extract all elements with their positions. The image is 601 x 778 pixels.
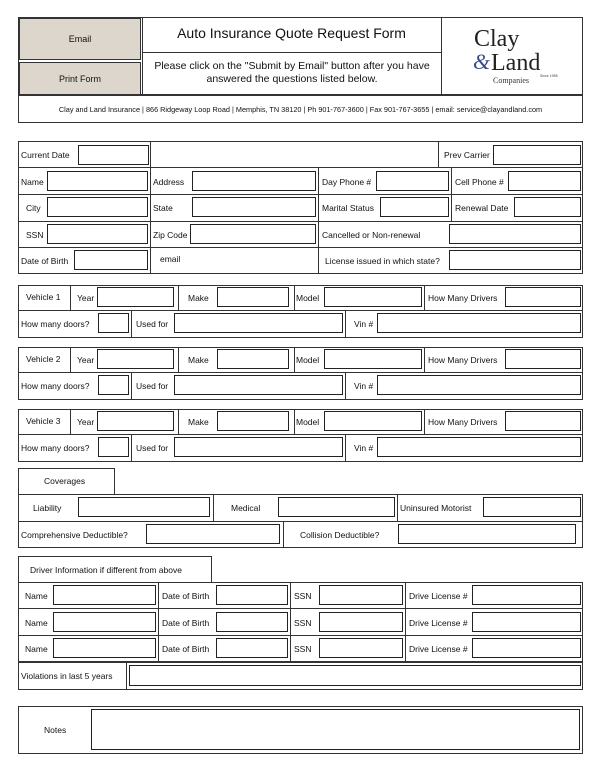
how-many-doors-label: How many doors?: [21, 319, 90, 329]
license-state-input[interactable]: [449, 250, 581, 270]
driver-2-dob-input[interactable]: [216, 612, 288, 632]
cell-phone-label: Cell Phone #: [455, 177, 504, 187]
form-instructions: Please click on the "Submit by Email" button after you have answered the questions listed below.: [154, 60, 430, 85]
logo-land: Land: [491, 50, 541, 76]
driver-license-label: Drive License #: [409, 644, 468, 654]
collision-deductible-label: Collision Deductible?: [300, 530, 380, 540]
used-for-label: Used for: [136, 319, 169, 329]
driver-3-dob-input[interactable]: [216, 638, 288, 658]
logo-clay: Clay: [474, 26, 520, 52]
vehicle-col-rule: [424, 409, 425, 434]
address-input[interactable]: [192, 171, 316, 191]
date-of-birth-label: Date of Birth: [21, 256, 69, 266]
vehicle-3-label: Vehicle 3: [26, 416, 61, 426]
applicant-row-rule: [18, 221, 583, 222]
city-input[interactable]: [47, 197, 148, 217]
renewal-date-label: Renewal Date: [455, 203, 509, 213]
vehicle-col-rule: [178, 285, 179, 310]
vehicle-row-rule: [18, 372, 583, 373]
vin-label: Vin #: [354, 443, 374, 453]
current-date-label: Current Date: [21, 150, 70, 160]
vehicle-row-rule: [18, 434, 583, 435]
driver-2-ssn-input[interactable]: [319, 612, 403, 632]
vehicle-col-rule: [424, 285, 425, 310]
marital-status-label: Marital Status: [322, 203, 374, 213]
make-label: Make: [188, 293, 209, 303]
uninsured-motorist-input[interactable]: [483, 497, 581, 517]
medical-input[interactable]: [278, 497, 395, 517]
applicant-row-rule: [18, 247, 583, 248]
model-label: Model: [296, 417, 320, 427]
violations-label: Violations in last 5 years: [21, 671, 113, 681]
vehicle-row-rule: [18, 310, 583, 311]
violations-col-rule: [126, 662, 127, 690]
state-input[interactable]: [192, 197, 316, 217]
vehicle-1-drivers-input[interactable]: [505, 287, 581, 307]
applicant-col-rule: [150, 167, 151, 274]
cell-phone-input[interactable]: [508, 171, 581, 191]
vehicle-2-model-input[interactable]: [324, 349, 422, 369]
how-many-drivers-label: How Many Drivers: [428, 293, 498, 303]
medical-label: Medical: [231, 503, 261, 513]
driver-row-rule: [18, 608, 583, 609]
make-label: Make: [188, 417, 209, 427]
cancelled-label: Cancelled or Non-renewal: [322, 230, 421, 240]
vin-label: Vin #: [354, 319, 374, 329]
vehicle-col-rule: [345, 310, 346, 338]
cancelled-input[interactable]: [449, 224, 581, 244]
coverages-col-rule: [397, 494, 398, 521]
logo-companies: Companies: [493, 76, 529, 85]
vehicle-3-used-for-input[interactable]: [174, 437, 343, 457]
zip-code-label: Zip Code: [153, 230, 188, 240]
vehicle-1-doors-input[interactable]: [98, 313, 129, 333]
driver-col-rule: [405, 582, 406, 662]
applicant-row-rule: [18, 194, 583, 195]
uninsured-motorist-label: Uninsured Motorist: [400, 503, 472, 513]
ssn-input[interactable]: [47, 224, 148, 244]
email-button[interactable]: Email: [19, 18, 141, 60]
vehicle-1-label: Vehicle 1: [26, 292, 61, 302]
vehicle-col-rule: [70, 285, 71, 310]
vehicle-3-model-input[interactable]: [324, 411, 422, 431]
city-label: City: [26, 203, 41, 213]
print-form-button[interactable]: Print Form: [19, 62, 141, 95]
vehicle-col-rule: [131, 434, 132, 462]
driver-ssn-label: SSN: [294, 644, 312, 654]
notes-label: Notes: [44, 725, 67, 735]
used-for-label: Used for: [136, 443, 169, 453]
vin-label: Vin #: [354, 381, 374, 391]
vehicle-3-doors-input[interactable]: [98, 437, 129, 457]
comprehensive-deductible-label: Comprehensive Deductible?: [21, 530, 128, 540]
address-label: Address: [153, 177, 185, 187]
liability-input[interactable]: [78, 497, 210, 517]
driver-1-license-input[interactable]: [472, 585, 581, 605]
vehicle-2-vin-input[interactable]: [377, 375, 581, 395]
driver-3-name-input[interactable]: [53, 638, 156, 658]
vehicle-2-label: Vehicle 2: [26, 354, 61, 364]
prev-carrier-input[interactable]: [493, 145, 581, 165]
vehicle-col-rule: [131, 310, 132, 338]
driver-name-label: Name: [25, 591, 48, 601]
vehicle-2-doors-input[interactable]: [98, 375, 129, 395]
vehicle-1-year-input[interactable]: [97, 287, 174, 307]
ssn-label: SSN: [26, 230, 44, 240]
vehicle-col-rule: [178, 347, 179, 372]
notes-input[interactable]: [91, 709, 580, 750]
vehicle-col-rule: [345, 372, 346, 400]
year-label: Year: [77, 417, 95, 427]
driver-1-name-input[interactable]: [53, 585, 156, 605]
logo-ampersand: &: [473, 49, 491, 74]
state-label: State: [153, 203, 173, 213]
vehicle-1-model-input[interactable]: [324, 287, 422, 307]
applicant-col-rule: [451, 167, 452, 221]
name-label: Name: [21, 177, 44, 187]
vehicle-1-used-for-input[interactable]: [174, 313, 343, 333]
vehicle-3-drivers-input[interactable]: [505, 411, 581, 431]
contact-info: Clay and Land Insurance | 866 Ridgeway Loop Road | Memphis, TN 38120 | Ph 901-767-3600 | Fax 901-767-3655 | email: service@clayandland.com: [58, 105, 543, 114]
license-state-label: License issued in which state?: [325, 256, 440, 266]
year-label: Year: [77, 293, 95, 303]
vehicle-col-rule: [178, 409, 179, 434]
driver-row-rule: [18, 635, 583, 636]
coverages-title: Coverages: [44, 476, 86, 486]
vehicle-3-vin-input[interactable]: [377, 437, 581, 457]
driver-license-label: Drive License #: [409, 618, 468, 628]
logo-since: Since 1958: [540, 74, 558, 78]
year-label: Year: [77, 355, 95, 365]
violations-input[interactable]: [129, 665, 581, 686]
model-label: Model: [296, 293, 320, 303]
how-many-doors-label: How many doors?: [21, 381, 90, 391]
vehicle-2-make-input[interactable]: [217, 349, 289, 369]
driver-ssn-label: SSN: [294, 618, 312, 628]
driver-2-name-input[interactable]: [53, 612, 156, 632]
vehicle-col-rule: [294, 347, 295, 372]
vehicle-col-rule: [70, 347, 71, 372]
marital-status-input[interactable]: [380, 197, 449, 217]
comprehensive-deductible-input[interactable]: [146, 524, 280, 544]
collision-deductible-input[interactable]: [398, 524, 576, 544]
applicant-col-rule: [318, 167, 319, 274]
renewal-date-input[interactable]: [514, 197, 581, 217]
current-date-input[interactable]: [78, 145, 149, 165]
driver-license-label: Drive License #: [409, 591, 468, 601]
date-of-birth-input[interactable]: [74, 250, 148, 270]
header-title-rule: [142, 52, 441, 53]
vehicle-col-rule: [294, 409, 295, 434]
driver-dob-label: Date of Birth: [162, 644, 210, 654]
driver-name-label: Name: [25, 644, 48, 654]
driver-1-dob-input[interactable]: [216, 585, 288, 605]
how-many-drivers-label: How Many Drivers: [428, 417, 498, 427]
vehicle-2-drivers-input[interactable]: [505, 349, 581, 369]
applicant-row-rule: [18, 167, 583, 168]
vehicle-col-rule: [294, 285, 295, 310]
vehicle-2-year-input[interactable]: [97, 349, 174, 369]
vehicle-3-year-input[interactable]: [97, 411, 174, 431]
form-title: Auto Insurance Quote Request Form: [177, 25, 406, 41]
liability-label: Liability: [33, 503, 62, 513]
coverages-col-rule: [283, 521, 284, 548]
applicant-divider: [150, 141, 151, 167]
make-label: Make: [188, 355, 209, 365]
email-label: email: [160, 254, 181, 264]
company-logo: [442, 18, 582, 94]
driver-2-license-input[interactable]: [472, 612, 581, 632]
vehicle-3-make-input[interactable]: [217, 411, 289, 431]
coverages-col-rule: [213, 494, 214, 521]
driver-dob-label: Date of Birth: [162, 591, 210, 601]
driver-1-ssn-input[interactable]: [319, 585, 403, 605]
driver-col-rule: [158, 582, 159, 662]
day-phone-label: Day Phone #: [322, 177, 372, 187]
prev-carrier-label: Prev Carrier: [444, 150, 490, 160]
coverages-row-rule: [18, 521, 583, 522]
vehicle-col-rule: [70, 409, 71, 434]
vehicle-col-rule: [424, 347, 425, 372]
driver-ssn-label: SSN: [294, 591, 312, 601]
name-input[interactable]: [47, 171, 148, 191]
driver-info-title: Driver Information if different from above: [30, 565, 182, 575]
vehicle-col-rule: [345, 434, 346, 462]
vehicle-col-rule: [131, 372, 132, 400]
driver-3-license-input[interactable]: [472, 638, 581, 658]
how-many-doors-label: How many doors?: [21, 443, 90, 453]
applicant-divider: [438, 141, 439, 167]
driver-dob-label: Date of Birth: [162, 618, 210, 628]
vehicle-2-used-for-input[interactable]: [174, 375, 343, 395]
used-for-label: Used for: [136, 381, 169, 391]
how-many-drivers-label: How Many Drivers: [428, 355, 498, 365]
vehicle-1-vin-input[interactable]: [377, 313, 581, 333]
day-phone-input[interactable]: [376, 171, 449, 191]
driver-3-ssn-input[interactable]: [319, 638, 403, 658]
driver-col-rule: [290, 582, 291, 662]
vehicle-1-make-input[interactable]: [217, 287, 289, 307]
driver-name-label: Name: [25, 618, 48, 628]
model-label: Model: [296, 355, 320, 365]
zip-code-input[interactable]: [190, 224, 316, 244]
